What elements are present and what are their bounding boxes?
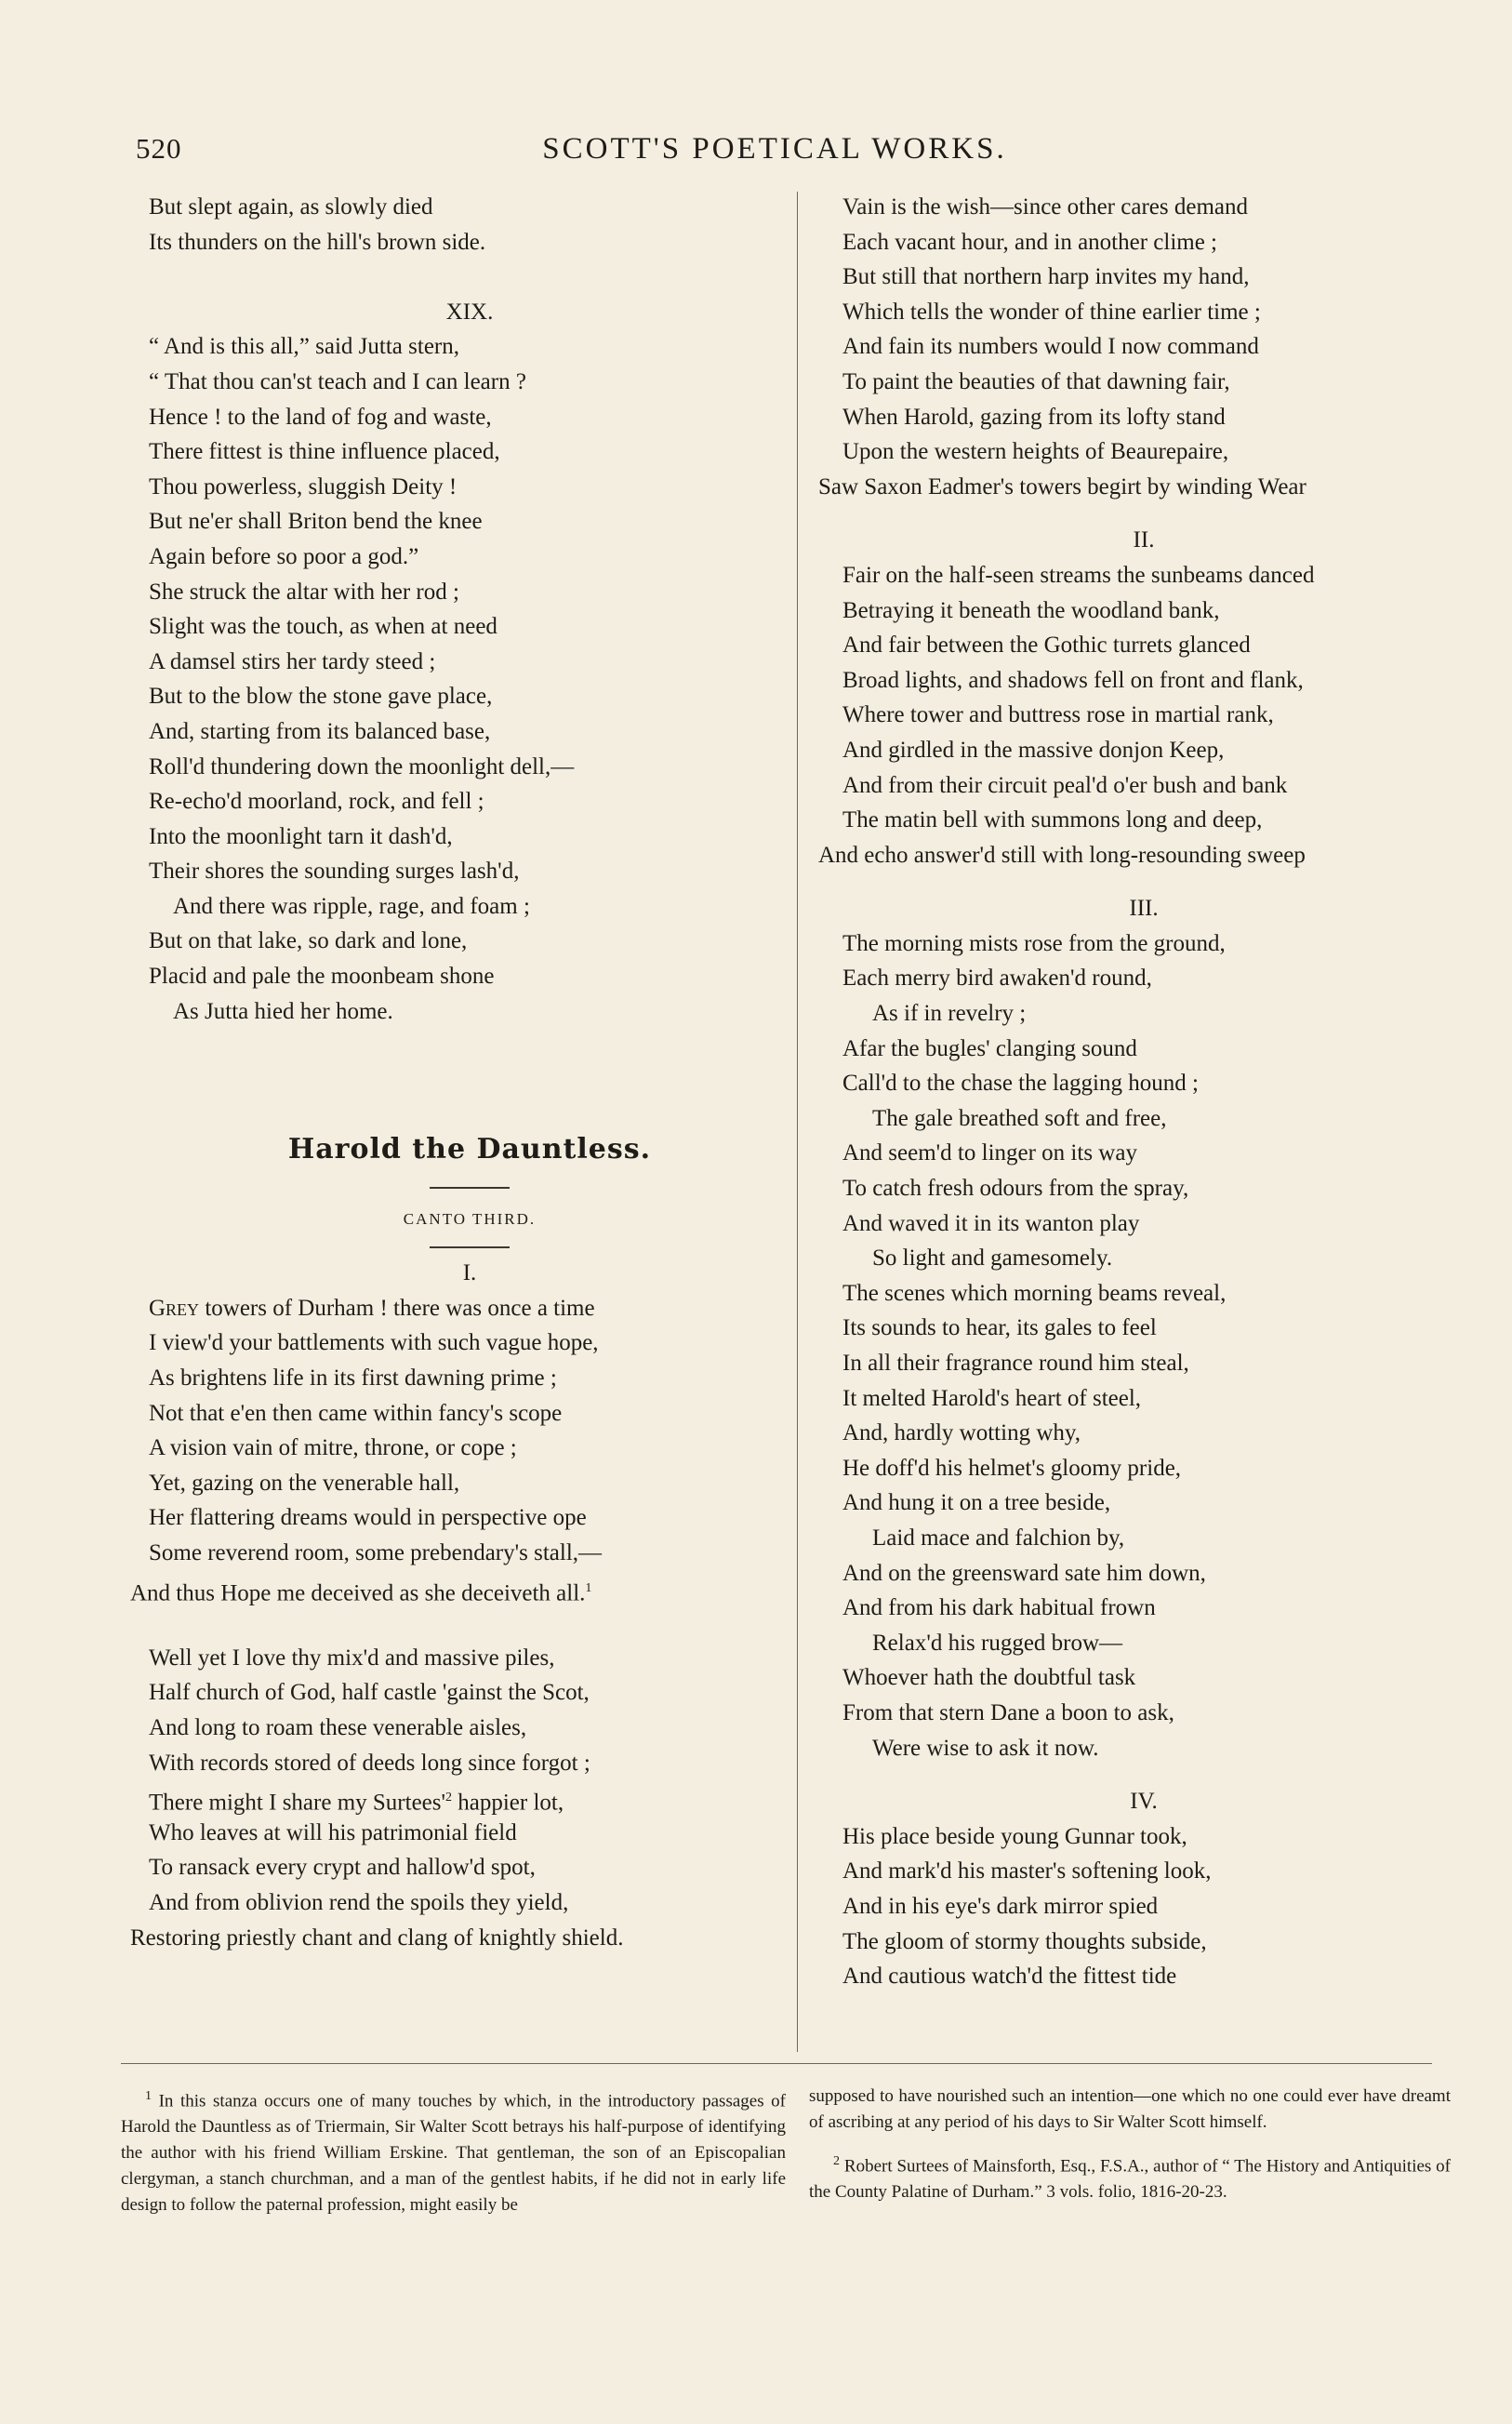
verse-line: I view'd your battlements with such vague hope,: [149, 1330, 599, 1356]
footnote-1: [121, 2084, 786, 2218]
canto-rule: [430, 1246, 510, 1248]
verse-text: And thus Hope me deceived as she deceiveth all.: [130, 1579, 586, 1605]
verse-line: Hence ! to the land of fog and waste,: [149, 404, 492, 430]
verse-line: A damsel stirs her tardy steed ;: [149, 648, 436, 674]
verse-line: And fair between the Gothic turrets glanced: [842, 633, 1251, 659]
verse-line: And waved it in its wanton play: [842, 1210, 1140, 1236]
verse-line: And seem'd to linger on its way: [842, 1140, 1137, 1166]
verse-line: Into the moonlight tarn it dash'd,: [149, 823, 453, 849]
verse-line: Not that e'en then came within fancy's scope: [149, 1400, 563, 1426]
verse-line: Slight was the touch, as when at need: [149, 614, 497, 640]
footnote-text: supposed to have nourished such an intention—one which no one could ever have dreamt of ascribing at any period of his days to Sir Walter Scott himself.: [809, 2086, 1451, 2132]
verse-line: But still that northern harp invites my hand,: [842, 264, 1250, 290]
footnote-text: In this stanza occurs one of many touches by which, in the introductory passages of Harold the Dauntless as of Triermain, Sir Walter Scott betrays his half-purpose of identifying the author with his friend William Erskine. That gentleman, the son of an Episcopalian clergyman, a stanch churchman, and a man of the gentlest habits, if he did not in early life design to follow the paternal profession, might easily be: [121, 2091, 787, 2216]
verse-line: “ That thou can'st teach and I can learn ?: [149, 368, 526, 394]
canto-heading: CANTO THIRD.: [403, 1210, 537, 1229]
footnote-ref-2[interactable]: 2: [445, 1791, 452, 1805]
verse-line: But on that lake, so dark and lone,: [149, 928, 468, 954]
stanza-number: IV.: [1130, 1789, 1158, 1815]
column-divider: [797, 192, 798, 2052]
verse-line: The morning mists rose from the ground,: [842, 930, 1226, 956]
verse-line: To paint the beauties of that dawning fair,: [842, 368, 1230, 394]
verse-line: There fittest is thine influence placed,: [149, 439, 500, 465]
verse-line: And long to roam these venerable aisles,: [149, 1714, 527, 1740]
footnotes-right: [809, 2084, 1451, 2218]
stanza-number: II.: [1133, 527, 1155, 553]
verse-line: [149, 1291, 790, 1326]
verse-line: Again before so poor a god.”: [149, 543, 419, 569]
verse-line: Relax'd his rugged brow—: [872, 1630, 1123, 1656]
verse-line: Who leaves at will his patrimonial field: [149, 1819, 517, 1845]
verse-line: Thou powerless, sluggish Deity !: [149, 473, 458, 499]
verse-line: But to the blow the stone gave place,: [149, 684, 493, 710]
verse-line: Some reverend room, some prebendary's stall,—: [149, 1540, 603, 1565]
verse-line: [130, 1571, 790, 1606]
verse-line: Whoever hath the doubtful task: [842, 1665, 1136, 1691]
page-number: 520: [136, 132, 182, 165]
verse-line: And, starting from its balanced base,: [149, 718, 491, 744]
footnote-text: Robert Surtees of Mainsforth, Esq., F.S.A., author of “ The History and Antiquities of the County Palatine of Durham.” 3 vols. folio, 1816-20-23.: [809, 2156, 1452, 2203]
verse-line: Each merry bird awaken'd round,: [842, 966, 1152, 992]
verse-line: And from oblivion rend the spoils they yield,: [149, 1889, 569, 1915]
verse-line: She struck the altar with her rod ;: [149, 579, 459, 605]
drop-word: Grey: [149, 1295, 200, 1321]
footnote-number: 2: [833, 2154, 840, 2168]
verse-line: Saw Saxon Eadmer's towers begirt by winding Wear: [818, 473, 1306, 499]
verse-line: So light and gamesomely.: [872, 1245, 1113, 1272]
intro-line: Its thunders on the hill's brown side.: [149, 229, 486, 255]
right-column: [818, 190, 1469, 1994]
verse-line: And cautious watch'd the fittest tide: [842, 1964, 1177, 1990]
verse-line: To ransack every crypt and hallow'd spot,: [149, 1855, 536, 1881]
verse-line: He doff'd his helmet's gloomy pride,: [842, 1455, 1182, 1481]
verse-line: In all their fragrance round him steal,: [842, 1351, 1189, 1376]
verse-line: As Jutta hied her home.: [173, 998, 393, 1024]
intro-line: But slept again, as slowly died: [149, 194, 433, 220]
stanza-number: I.: [462, 1260, 477, 1286]
verse-line: And mark'd his master's softening look,: [842, 1858, 1212, 1885]
verse-line: Half church of God, half castle 'gainst the Scot,: [149, 1680, 590, 1706]
verse-line: The scenes which morning beams reveal,: [842, 1280, 1227, 1306]
verse-line: Vain is the wish—since other cares demand: [842, 194, 1248, 220]
verse-text: There might I share my Surtees': [149, 1790, 445, 1816]
footnotes-left: [121, 2084, 786, 2231]
verse-line: Re-echo'd moorland, rock, and fell ;: [149, 789, 484, 815]
stanza-number: XIX.: [445, 299, 494, 325]
verse-line: And from his dark habitual frown: [842, 1595, 1156, 1621]
verse-line: With records stored of deeds long since forgot ;: [149, 1750, 590, 1776]
verse-line: And on the greensward sate him down,: [842, 1560, 1206, 1586]
left-column: [130, 190, 790, 1955]
verse-line: Upon the western heights of Beaurepaire,: [842, 439, 1229, 465]
verse-line: And in his eye's dark mirror spied: [842, 1893, 1159, 1919]
verse-line: It melted Harold's heart of steel,: [842, 1385, 1142, 1411]
verse-line: But ne'er shall Briton bend the knee: [149, 509, 483, 535]
verse-line: Call'd to the chase the lagging hound ;: [842, 1071, 1199, 1097]
verse-line: The matin bell with summons long and deep,: [842, 807, 1263, 833]
footnote-ref-1[interactable]: 1: [585, 1580, 592, 1595]
verse-line: The gale breathed soft and free,: [872, 1105, 1167, 1131]
verse-line: Betraying it beneath the woodland bank,: [842, 597, 1220, 623]
verse-text: happier lot,: [452, 1790, 564, 1816]
verse-line: Broad lights, and shadows fell on front and flank,: [842, 667, 1304, 693]
verse-line: To catch fresh odours from the spray,: [842, 1176, 1189, 1202]
verse-line: A vision vain of mitre, throne, or cope ;: [149, 1435, 517, 1461]
verse-line: Which tells the wonder of thine earlier time ;: [842, 299, 1261, 325]
stanza-number: III.: [1129, 896, 1159, 922]
verse-line: And there was ripple, rage, and foam ;: [173, 893, 530, 919]
verse-line: When Harold, gazing from its lofty stand: [842, 404, 1226, 430]
verse-line: Her flattering dreams would in perspective ope: [149, 1505, 587, 1531]
footnote-rule: [121, 2063, 1432, 2064]
title-rule: [430, 1187, 510, 1189]
verse-line: As if in revelry ;: [872, 1001, 1027, 1027]
verse-line: Where tower and buttress rose in martial rank,: [842, 702, 1274, 728]
verse-line: And girdled in the massive donjon Keep,: [842, 737, 1225, 763]
verse-line: And from their circuit peal'd o'er bush and bank: [842, 772, 1288, 798]
verse-line: The gloom of stormy thoughts subside,: [842, 1928, 1207, 1954]
verse-line: “ And is this all,” said Jutta stern,: [149, 334, 459, 360]
verse-line: Its sounds to hear, its gales to feel: [842, 1315, 1157, 1341]
verse-text: towers of Durham ! there was once a time: [199, 1295, 595, 1321]
verse-line: Well yet I love thy mix'd and massive piles,: [149, 1645, 555, 1671]
poem-title: Harold the Dauntless.: [287, 1133, 652, 1166]
verse-line: Afar the bugles' clanging sound: [842, 1035, 1137, 1061]
verse-line: And echo answer'd still with long-resounding sweep: [818, 842, 1306, 868]
footnote-1-continued: [809, 2084, 1451, 2136]
verse-line: [149, 1780, 790, 1816]
verse-line: His place beside young Gunnar took,: [842, 1823, 1187, 1849]
footnote-2: [809, 2149, 1451, 2205]
verse-line: Placid and pale the moonbeam shone: [149, 964, 495, 990]
verse-line: And hung it on a tree beside,: [842, 1490, 1111, 1516]
verse-line: Restoring priestly chant and clang of knightly shield.: [130, 1925, 624, 1951]
verse-line: Each vacant hour, and in another clime ;: [842, 229, 1218, 255]
verse-line: Roll'd thundering down the moonlight dell,—: [149, 753, 575, 779]
verse-line: Their shores the sounding surges lash'd,: [149, 859, 520, 885]
footnote-number: 1: [145, 2089, 152, 2103]
verse-line: Fair on the half-seen streams the sunbeams danced: [842, 562, 1315, 588]
verse-line: From that stern Dane a boon to ask,: [842, 1699, 1174, 1725]
running-title: SCOTT'S POETICAL WORKS.: [542, 132, 1007, 166]
verse-line: Laid mace and falchion by,: [872, 1525, 1125, 1551]
verse-line: Were wise to ask it now.: [872, 1735, 1099, 1761]
verse-line: And fain its numbers would I now command: [842, 334, 1259, 360]
verse-line: Yet, gazing on the venerable hall,: [149, 1470, 460, 1496]
verse-line: And, hardly wotting why,: [842, 1420, 1081, 1446]
verse-line: As brightens life in its first dawning prime ;: [149, 1365, 557, 1392]
